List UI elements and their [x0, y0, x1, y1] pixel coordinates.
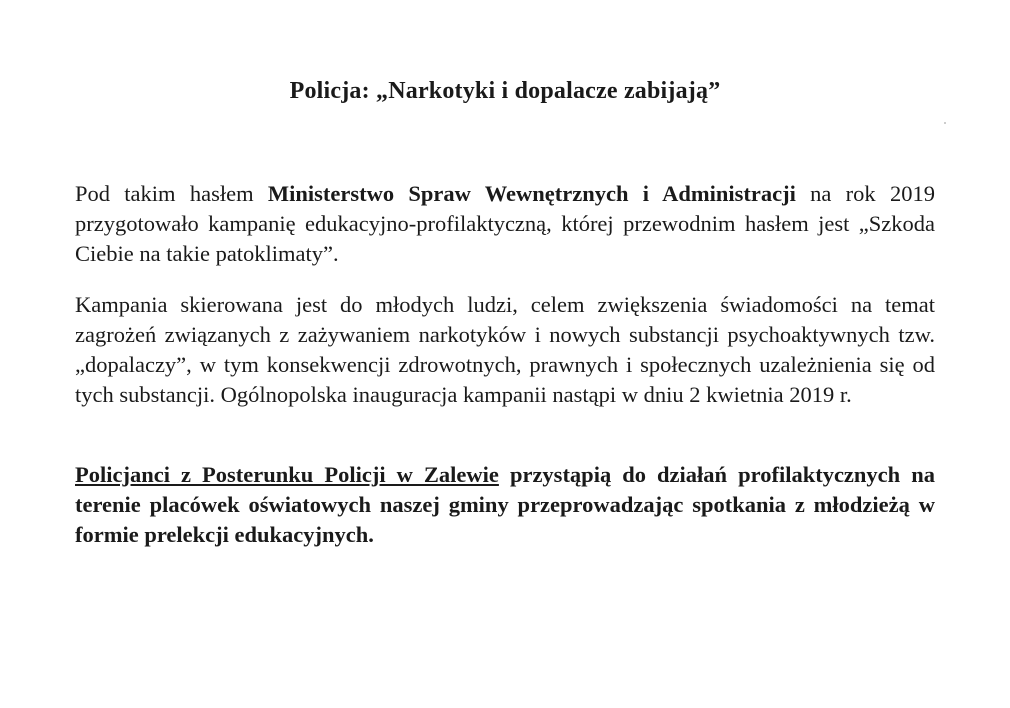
ministry-name: Ministerstwo Spraw Wewnętrznych i Administracji: [267, 181, 796, 206]
paragraph-intro-rest: na rok 2019 przygotowało kampanię edukacyjno-profilaktyczną, której przewodnim hasłem jest „Szkoda Ciebie na takie patoklimaty”.: [75, 181, 935, 266]
paragraph-intro-lead: Pod takim hasłem: [75, 181, 268, 206]
paragraph-police-rest: przystąpią do działań profilaktycznych na terenie placówek oświatowych naszej gminy przeprowadzając spotkania z młodzieżą w formie prelekcji edukacyjnych.: [75, 462, 935, 547]
scan-speck: [944, 122, 946, 124]
paragraph-intro: [75, 179, 935, 269]
document-title: Policja: „Narkotyki i dopalacze zabijają”: [289, 78, 721, 104]
police-unit-name: Policjanci z Posterunku Policji w Zalewie: [75, 462, 499, 487]
paragraph-campaign: Kampania skierowana jest do młodych ludzi, celem zwiększenia świadomości na temat zagrożeń związanych z zażywaniem narkotyków i nowych substancji psychoaktywnych tzw. „dopalaczy”, w tym konsekwencji zdrowotnych, prawnych i społecznych uzależnienia się od tych substancji. Ogólnopolska inauguracja kampanii nastąpi w dniu 2 kwietnia 2019 r.: [75, 292, 935, 407]
paragraph-police: [75, 460, 935, 550]
